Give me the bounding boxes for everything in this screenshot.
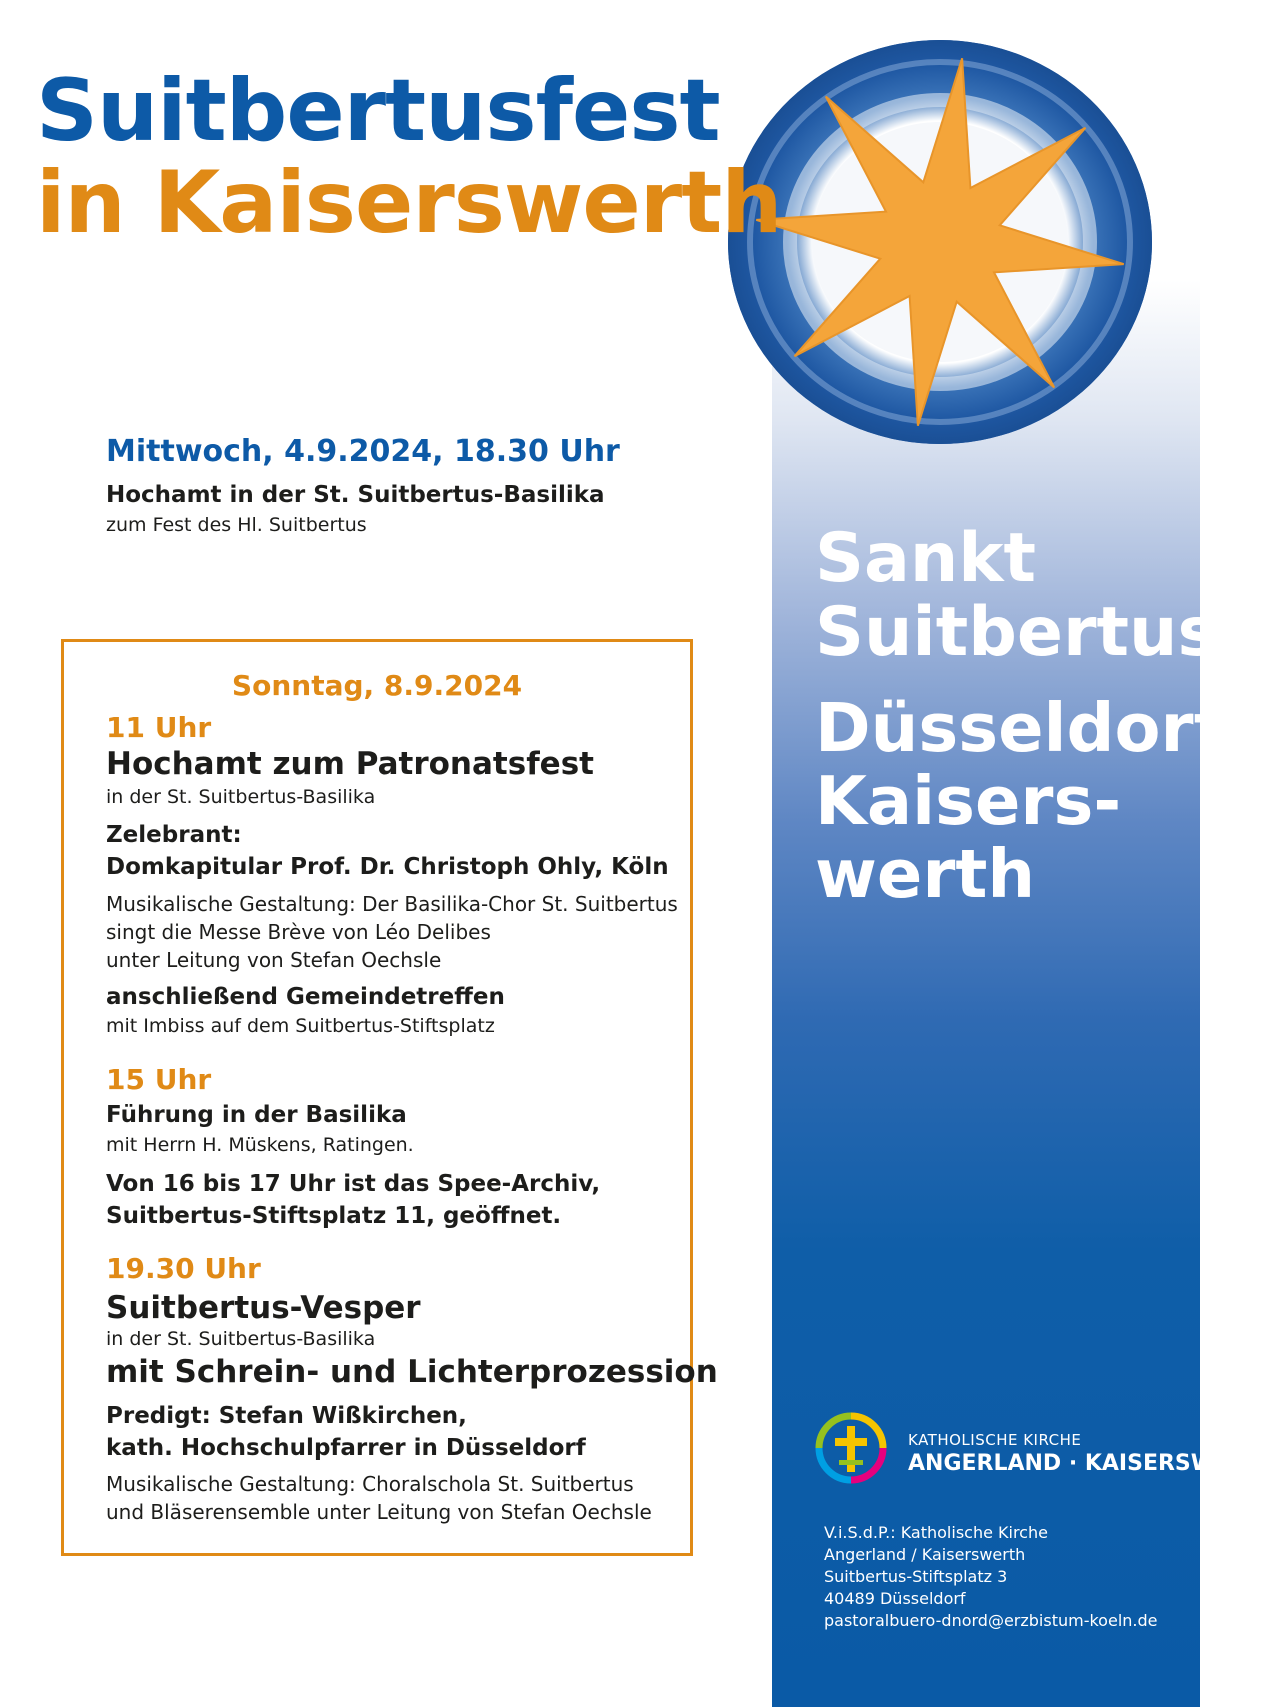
sunday-date: Sonntag, 8.9.2024 [231,669,523,702]
block1-music-line: singt die Messe Brève von Léo Delibes [106,920,491,944]
wednesday-subtitle: zum Fest des Hl. Suitbertus [106,514,367,536]
block1-after-sub: mit Imbiss auf dem Suitbertus-Stiftsplatz [106,1015,495,1037]
block1-music [106,890,678,974]
logo-top-text: KATHOLISCHE KIRCHE [908,1431,1082,1449]
sankt-line: Sankt [815,519,1036,598]
wednesday-date: Mittwoch, 4.9.2024, 18.30 Uhr [106,434,620,469]
imprint-line: V.i.S.d.P.: Katholische Kirche [824,1523,1048,1542]
imprint [824,1522,1157,1632]
block3-title: Suitbertus-Vesper [106,1290,421,1326]
block2-time: 15 Uhr [106,1063,212,1096]
title-line-1: Suitbertusfest [36,61,720,161]
block1-title: Hochamt zum Patronatsfest [106,746,594,782]
block1-location: in der St. Suitbertus-Basilika [106,786,376,808]
block1-music-line: Musikalische Gestaltung: Der Basilika-Chor St. Suitbertus [106,892,678,916]
block3-location: in der St. Suitbertus-Basilika [106,1328,376,1350]
wednesday-event: Hochamt in der St. Suitbertus-Basilika [106,482,605,508]
block3-music [106,1470,652,1526]
block2-sub: mit Herrn H. Müskens, Ratingen. [106,1134,414,1156]
sankt-suitbertus [815,519,1218,672]
sermon-line: Predigt: Stefan Wißkirchen, [106,1403,467,1429]
block3-music-line: und Bläserensemble unter Leitung von Stefan Oechsle [106,1500,652,1524]
sermon-line: kath. Hochschulpfarrer in Düsseldorf [106,1435,586,1461]
city-line: Kaisers- [815,762,1122,840]
imprint-line: pastoralbuero-dnord@erzbistum-koeln.de [824,1611,1158,1630]
sankt-line: Suitbertus [815,593,1218,672]
city-name [815,689,1250,913]
block1-after: anschließend Gemeindetreffen [106,984,505,1010]
sermon [106,1400,586,1464]
procession: mit Schrein- und Lichterprozession [106,1354,718,1390]
city-line: werth [815,835,1036,913]
block3-time: 19.30 Uhr [106,1252,261,1285]
imprint-line: 40489 Düsseldorf [824,1589,966,1608]
imprint-line: Angerland / Kaiserswerth [824,1545,1026,1564]
archive-line: Von 16 bis 17 Uhr ist das Spee-Archiv, [106,1171,601,1197]
archive-line: Suitbertus-Stiftsplatz 11, geöffnet. [106,1203,562,1229]
imprint-line: Suitbertus-Stiftsplatz 3 [824,1567,1008,1586]
block3-music-line: Musikalische Gestaltung: Choralschola St. Suitbertus [106,1472,634,1496]
church-logo-icon [815,1412,887,1484]
block1-time: 11 Uhr [106,711,212,744]
celebrant-name: Domkapitular Prof. Dr. Christoph Ohly, Köln [106,854,669,880]
title-line-2: in Kaiserswerth [36,153,782,253]
celebrant-label: Zelebrant: [106,822,242,848]
archive-note [106,1168,600,1232]
block1-music-line: unter Leitung von Stefan Oechsle [106,948,442,972]
block2-title: Führung in der Basilika [106,1102,407,1128]
city-line: Düsseldorf- [815,689,1250,767]
logo-bottom-text: ANGERLAND · KAISERSWERTH [908,1451,1279,1476]
